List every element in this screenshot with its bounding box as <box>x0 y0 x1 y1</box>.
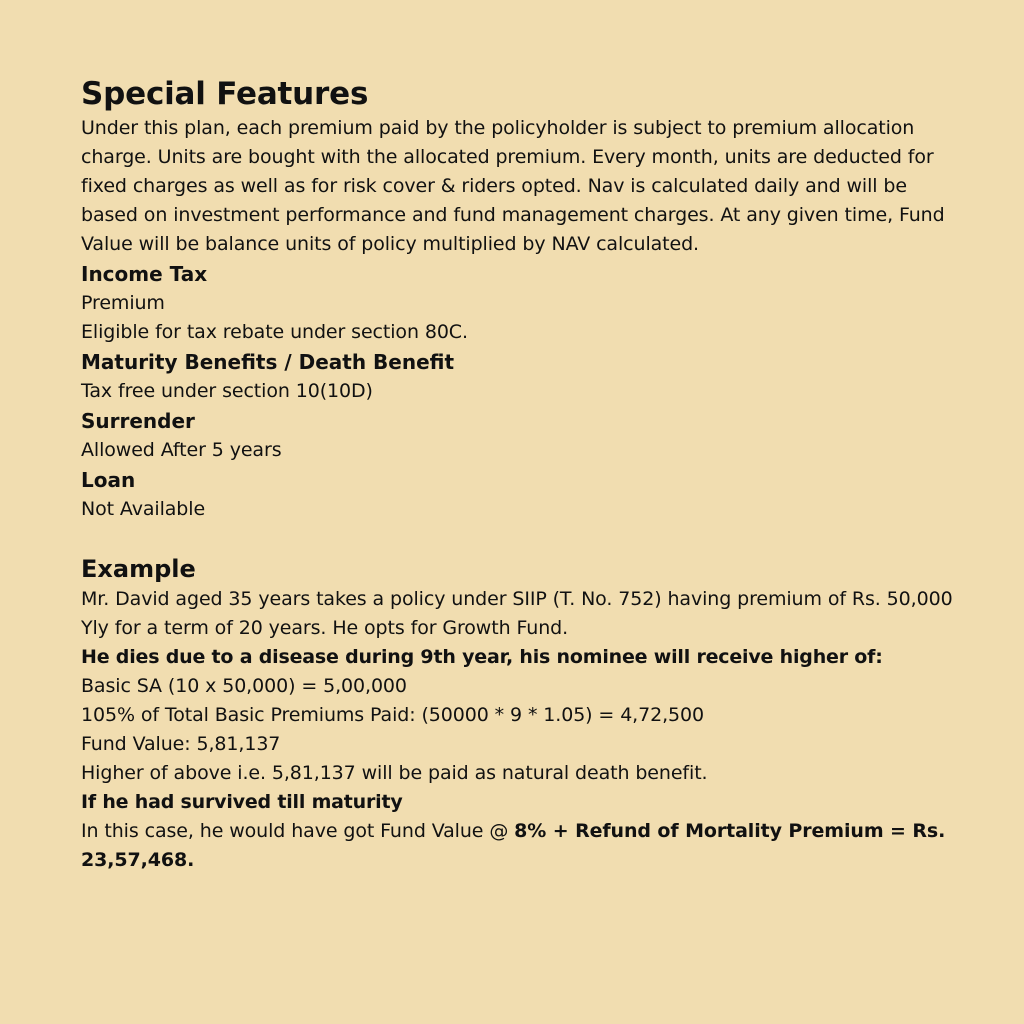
loan-text: Not Available <box>81 498 206 520</box>
section-spacer <box>81 524 964 553</box>
special-features-heading: Special Features <box>81 76 369 112</box>
income-tax-premium: Premium <box>81 292 165 314</box>
example-intro: Mr. David aged 35 years takes a policy under SIIP (T. No. 752) having premium of Rs. 50,000 Yly for a term of 20 years. He opts for Growth Fund. <box>81 588 953 639</box>
income-tax-rebate: Eligible for tax rebate under section 80C. <box>81 321 468 343</box>
maturity-tax-text: Tax free under section 10(10D) <box>81 380 373 402</box>
maturity-scenario-text <box>81 817 964 875</box>
death-scenario-heading: He dies due to a disease during 9th year, his nominee will receive higher of: <box>81 646 883 668</box>
loan-heading: Loan <box>81 468 136 492</box>
special-features-body: Under this plan, each premium paid by the policyholder is subject to premium allocation charge. Units are bought with the allocated premium. Every month, units are deducted for fixed charges as well as for risk cover & riders opted. Nav is calculated daily and will be based on investment performance and fund management charges. At any given time, Fund Value will be balance units of policy multiplied by NAV calculated. <box>81 117 945 255</box>
example-heading: Example <box>81 555 196 583</box>
fund-value-line: Fund Value: 5,81,137 <box>81 733 281 755</box>
higher-of-above-line: Higher of above i.e. 5,81,137 will be paid as natural death benefit. <box>81 762 708 784</box>
maturity-text-amount: 8% + Refund of Mortality Premium = Rs. 23,57,468. <box>81 820 946 871</box>
surrender-text: Allowed After 5 years <box>81 439 282 461</box>
basic-sa-line: Basic SA (10 x 50,000) = 5,00,000 <box>81 675 407 697</box>
surrender-heading: Surrender <box>81 409 195 433</box>
maturity-text-prefix: In this case, he would have got Fund Value @ <box>81 820 515 842</box>
premiums-paid-line: 105% of Total Basic Premiums Paid: (50000 * 9 * 1.05) = 4,72,500 <box>81 704 705 726</box>
maturity-scenario-heading: If he had survived till maturity <box>81 791 403 813</box>
income-tax-heading: Income Tax <box>81 262 208 286</box>
maturity-death-benefit-heading: Maturity Benefits / Death Benefit <box>81 350 455 374</box>
